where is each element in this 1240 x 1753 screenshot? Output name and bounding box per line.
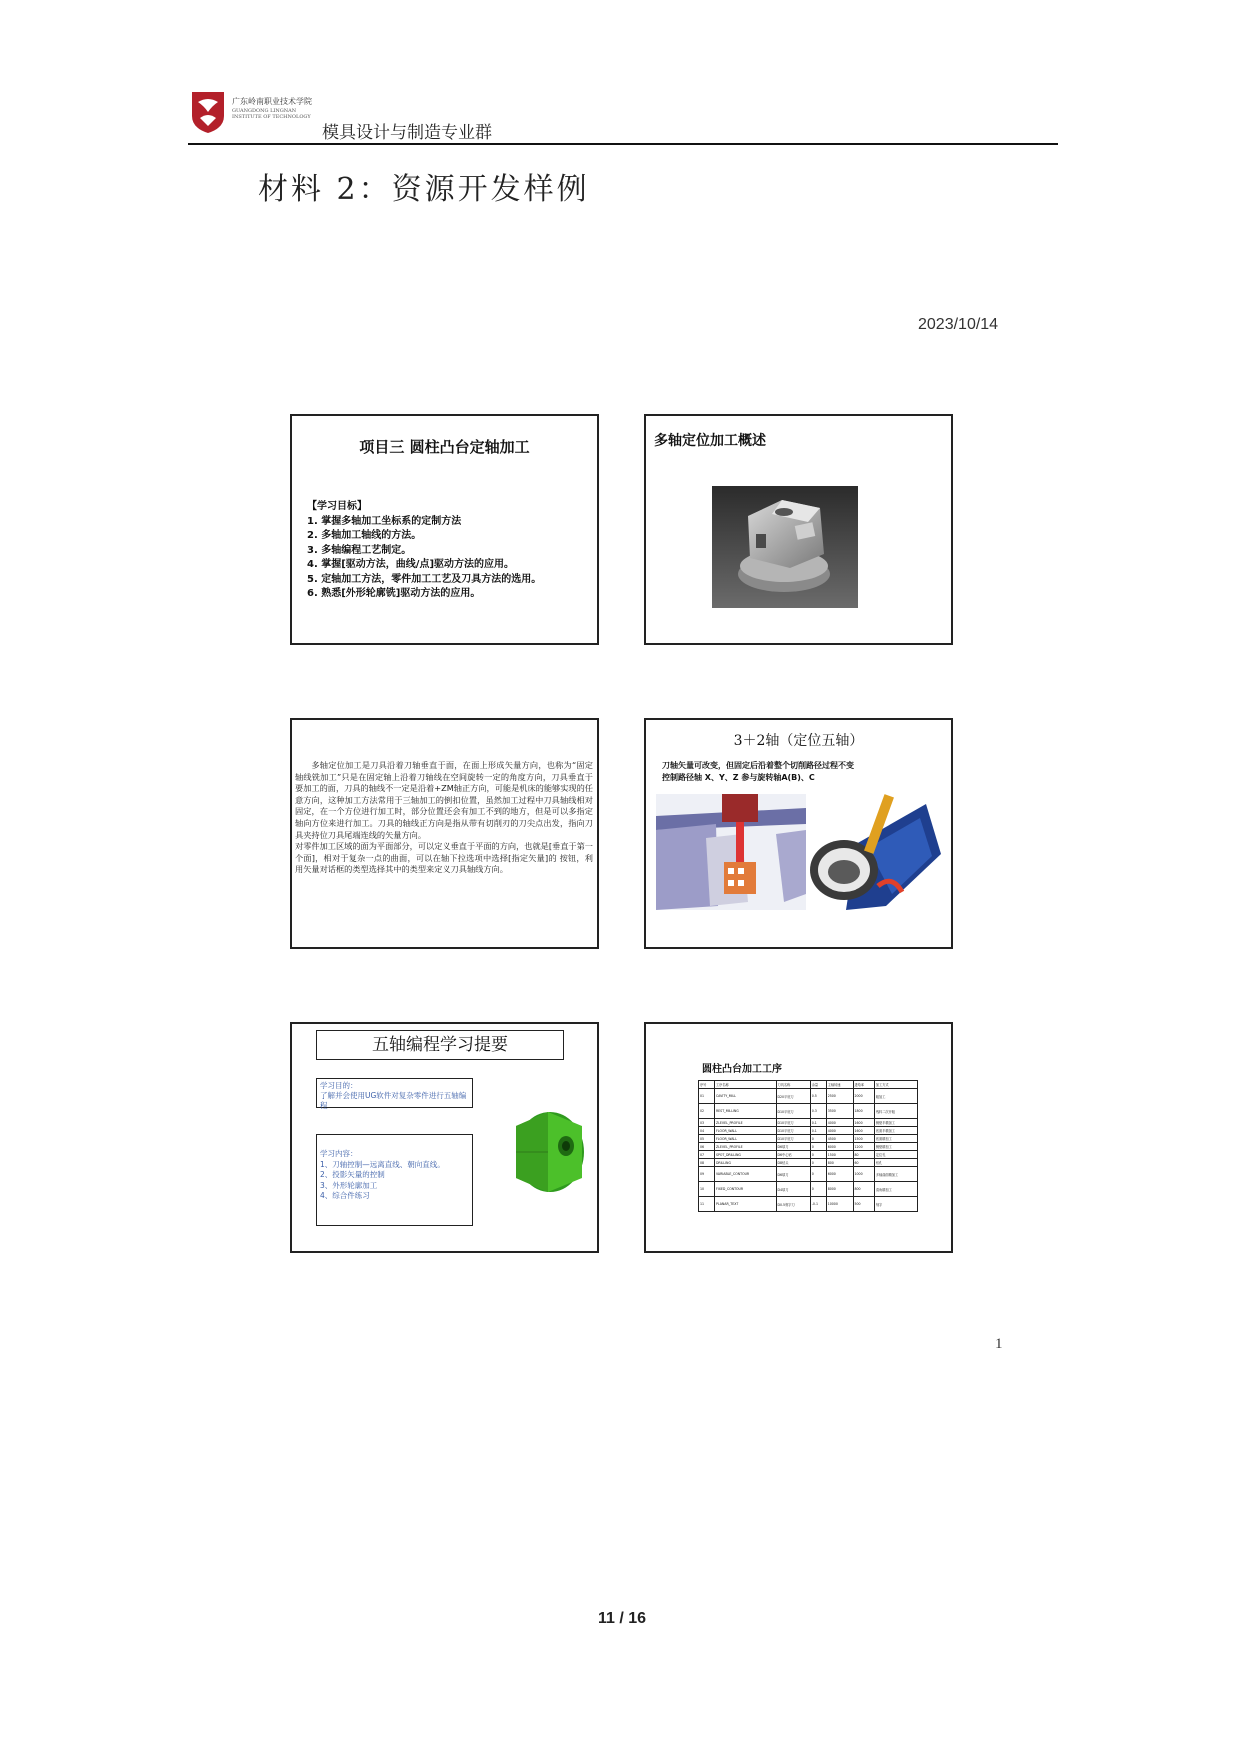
header-divider (188, 143, 1058, 145)
school-name-cn: 广东岭南职业技术学院 (232, 97, 312, 106)
table-cell: 07 (699, 1151, 715, 1159)
header-cell: 工序名称 (714, 1081, 776, 1089)
slide-3plus2-axis (644, 718, 953, 949)
slide-five-axis-summary (290, 1022, 599, 1253)
table-cell: 刻字 (874, 1197, 917, 1212)
table-cell: 09 (699, 1167, 715, 1182)
table-cell: 残料二次开粗 (874, 1104, 917, 1119)
green-part-image (502, 1106, 588, 1198)
table-cell: D10平底刀 (776, 1127, 810, 1135)
table-cell: 1500 (826, 1151, 853, 1159)
table-cell: 1800 (853, 1104, 874, 1119)
table-cell: 0 (810, 1167, 826, 1182)
table-cell: 底面半精加工 (874, 1127, 917, 1135)
table-cell: 1500 (853, 1135, 874, 1143)
table-cell: 06 (699, 1143, 715, 1151)
table-cell: 02 (699, 1104, 715, 1119)
slide-project-three (290, 414, 599, 645)
table-cell: CAVITY_MILL (714, 1089, 776, 1104)
table-cell: D10平底刀 (776, 1104, 810, 1119)
slide-title: 五轴编程学习提要 (316, 1030, 564, 1060)
table-cell: 0.1 (810, 1119, 826, 1127)
table-cell: D4球刀 (776, 1182, 810, 1197)
table-cell: 60 (853, 1159, 874, 1167)
table-cell: PLANAR_TEXT (714, 1197, 776, 1212)
table-cell: 10 (699, 1182, 715, 1197)
table-cell: D20平底刀 (776, 1089, 810, 1104)
school-name-en: GUANGDONG LINGNAN INSTITUTE OF TECHNOLOGY (232, 108, 311, 120)
table-cell: 08 (699, 1159, 715, 1167)
process-table (698, 1080, 918, 1212)
learning-content-box (316, 1134, 473, 1226)
table-cell: ZLEVEL_PROFILE (714, 1119, 776, 1127)
learning-purpose-box (316, 1078, 473, 1108)
header-cell: 进给率 (853, 1081, 874, 1089)
table-cell: 0.3 (810, 1104, 826, 1119)
table-cell: 清角精加工 (874, 1182, 917, 1197)
table-cell: 800 (826, 1159, 853, 1167)
table-cell: 1000 (853, 1167, 874, 1182)
table-cell: 1600 (853, 1119, 874, 1127)
table-cell: REST_MILLING (714, 1104, 776, 1119)
table-row (699, 1135, 918, 1143)
content-item: 3、外形轮廓加工 (320, 1180, 378, 1190)
slide-multiaxis-text (290, 718, 599, 949)
table-cell: 3500 (826, 1104, 853, 1119)
page-indicator: 11 / 16 (598, 1610, 647, 1627)
table-cell: D6球刀 (776, 1143, 810, 1151)
table-cell: 0 (810, 1143, 826, 1151)
content-item: 2、投影矢量的控制 (320, 1170, 385, 1179)
header-cell: 加工方式 (874, 1081, 917, 1089)
table-cell: 11 (699, 1197, 715, 1212)
table-cell: 05 (699, 1135, 715, 1143)
header-cell: 序号 (699, 1081, 715, 1089)
slide-multiaxis-overview (644, 414, 953, 645)
table-cell: -0.1 (810, 1197, 826, 1212)
goal-item: 6. 熟悉[外形轮廓铣]驱动方法的应用。 (307, 588, 481, 599)
header-cell: 刀具名称 (776, 1081, 810, 1089)
table-cell: 0 (810, 1135, 826, 1143)
body-paragraph (295, 760, 593, 876)
slide-title: 圆柱凸台加工工序 (702, 1064, 782, 1075)
table-cell: 01 (699, 1089, 715, 1104)
table-row (699, 1151, 918, 1159)
table-cell: D6中心钻 (776, 1151, 810, 1159)
table-cell: 1200 (853, 1143, 874, 1151)
table-row (699, 1089, 918, 1104)
table-cell: 10000 (826, 1197, 853, 1212)
goals-heading: 【学习目标】 (307, 501, 367, 512)
table-cell: 8000 (826, 1182, 853, 1197)
goal-item: 2. 多轴加工轴线的方法。 (307, 530, 422, 541)
slide-note (662, 760, 942, 784)
table-cell: 500 (853, 1197, 874, 1212)
note-line: 控制路径轴 X、Y、Z 参与旋转轴A(B)、C (662, 773, 815, 782)
part-render-image (712, 486, 858, 608)
content-item: 4、综合件练习 (320, 1191, 370, 1200)
department-name: 模具设计与制造专业群 (322, 123, 492, 143)
table-cell: 6000 (826, 1167, 853, 1182)
table-cell: FLOOR_WALL (714, 1135, 776, 1143)
table-cell: D0.5刻字刀 (776, 1197, 810, 1212)
table-cell: FIXED_CONTOUR (714, 1182, 776, 1197)
slide-title: 多轴定位加工概述 (654, 433, 766, 449)
slide-title: 项目三 圆柱凸台定轴加工 (359, 438, 530, 456)
header-cell: 余量 (810, 1081, 826, 1089)
table-cell: 0.5 (810, 1089, 826, 1104)
table-row (699, 1182, 918, 1197)
table-cell: D6球刀 (776, 1167, 810, 1182)
learning-goals (307, 500, 541, 602)
table-cell: D8钻头 (776, 1159, 810, 1167)
paragraph-one: 多轴定位加工是刀具沿着刀轴垂直于面，在面上形成矢量方向，也称为“固定轴线铣加工”只是在固定轴上沿着刀轴线在空间旋转一定的角度方向，刀具垂直于要加工的面，刀具的轴线不一定是沿着+ZM轴正方向，可能是机床的能够实现的任意方向，这种加工方法常用于三轴加工的倒扣位置，虽然加工过程中刀具轴线相对固定，在一个方位进行加工时，部分位置还会有加工不到的地方，但是可以多指定轴向方位来进行加工。刀具的轴线正方向是指从带有切削刃的刀尖点出发，指向刀具夹持位刀具尾端连线的矢量方向。 (295, 760, 593, 840)
table-row (699, 1104, 918, 1119)
purpose-text: 了解并会使用UG软件对复杂零件进行五轴编程 (320, 1091, 467, 1110)
table-cell: 粗加工 (874, 1089, 917, 1104)
header-cell: 主轴转速 (826, 1081, 853, 1089)
table-cell: 多轴曲面精加工 (874, 1167, 917, 1182)
slide-title: 3＋2轴（定位五轴） (733, 733, 864, 749)
table-cell: 2000 (853, 1089, 874, 1104)
table-cell: 2500 (826, 1089, 853, 1104)
table-cell: D10平底刀 (776, 1119, 810, 1127)
table-row (699, 1167, 918, 1182)
table-cell: 侧壁半精加工 (874, 1119, 917, 1127)
goal-item: 1. 掌握多轴加工坐标系的定制方法 (307, 515, 462, 527)
table-cell: SPOT_DRILLING (714, 1151, 776, 1159)
table-row (699, 1197, 918, 1212)
table-cell: 6000 (826, 1143, 853, 1151)
table-cell: 侧壁精加工 (874, 1143, 917, 1151)
purpose-label: 学习目的： (320, 1081, 358, 1090)
table-cell: FLOOR_WALL (714, 1127, 776, 1135)
table-cell: 04 (699, 1127, 715, 1135)
paragraph-two: 对零件加工区域的面为平面部分，可以定义垂直于平面的方向，也就是[垂直于第一个面]，相对于复杂一点的曲面，可以在轴下拉选项中选择[指定矢量]的 按钮，利用矢量对话框的类型选择其中的类型来定义刀具轴线方向。 (295, 841, 593, 875)
table-cell: 4500 (826, 1135, 853, 1143)
table-cell: 800 (853, 1182, 874, 1197)
table-cell: 03 (699, 1119, 715, 1127)
table-row (699, 1119, 918, 1127)
table-cell: 80 (853, 1151, 874, 1159)
slide-page-number: 1 (995, 1336, 1003, 1352)
table-cell: 4000 (826, 1127, 853, 1135)
table-cell: D10平底刀 (776, 1135, 810, 1143)
table-body (699, 1089, 918, 1212)
table-cell: ZLEVEL_PROFILE (714, 1143, 776, 1151)
table-cell: 0 (810, 1151, 826, 1159)
table-cell: 4000 (826, 1119, 853, 1127)
table-cell: 0 (810, 1182, 826, 1197)
goal-item: 3. 多轴编程工艺制定。 (307, 544, 412, 556)
goal-item: 4. 掌握[驱动方法，曲线/点]驱动方法的应用。 (307, 559, 515, 570)
school-logo-icon (190, 90, 226, 134)
content-item: 1、刀轴控制—远离直线、朝向直线。 (320, 1159, 445, 1169)
table-cell: 定位孔 (874, 1151, 917, 1159)
table-header-row (699, 1081, 918, 1089)
table-cell: VARIABLE_CONTOUR (714, 1167, 776, 1182)
table-cell: 钻孔 (874, 1159, 917, 1167)
note-line: 刀轴矢量可改变，但固定后沿着整个切削路径过程不变 (662, 761, 854, 770)
content-label: 学习内容： (320, 1149, 358, 1158)
table-row (699, 1143, 918, 1151)
table-cell: DRILLING (714, 1159, 776, 1167)
table-cell: 0.1 (810, 1127, 826, 1135)
table-row (699, 1159, 918, 1167)
five-axis-machining-image (656, 794, 941, 910)
table-cell: 底面精加工 (874, 1135, 917, 1143)
page-title: 材料 2：资源开发样例 (258, 172, 590, 207)
document-date: 2023/10/14 (918, 316, 999, 333)
table-row (699, 1127, 918, 1135)
table-cell: 1600 (853, 1127, 874, 1135)
slide-process-table (644, 1022, 953, 1253)
table-cell: 0 (810, 1159, 826, 1167)
goal-item: 5. 定轴加工方法，零件加工工艺及刀具方法的选用。 (307, 573, 542, 585)
